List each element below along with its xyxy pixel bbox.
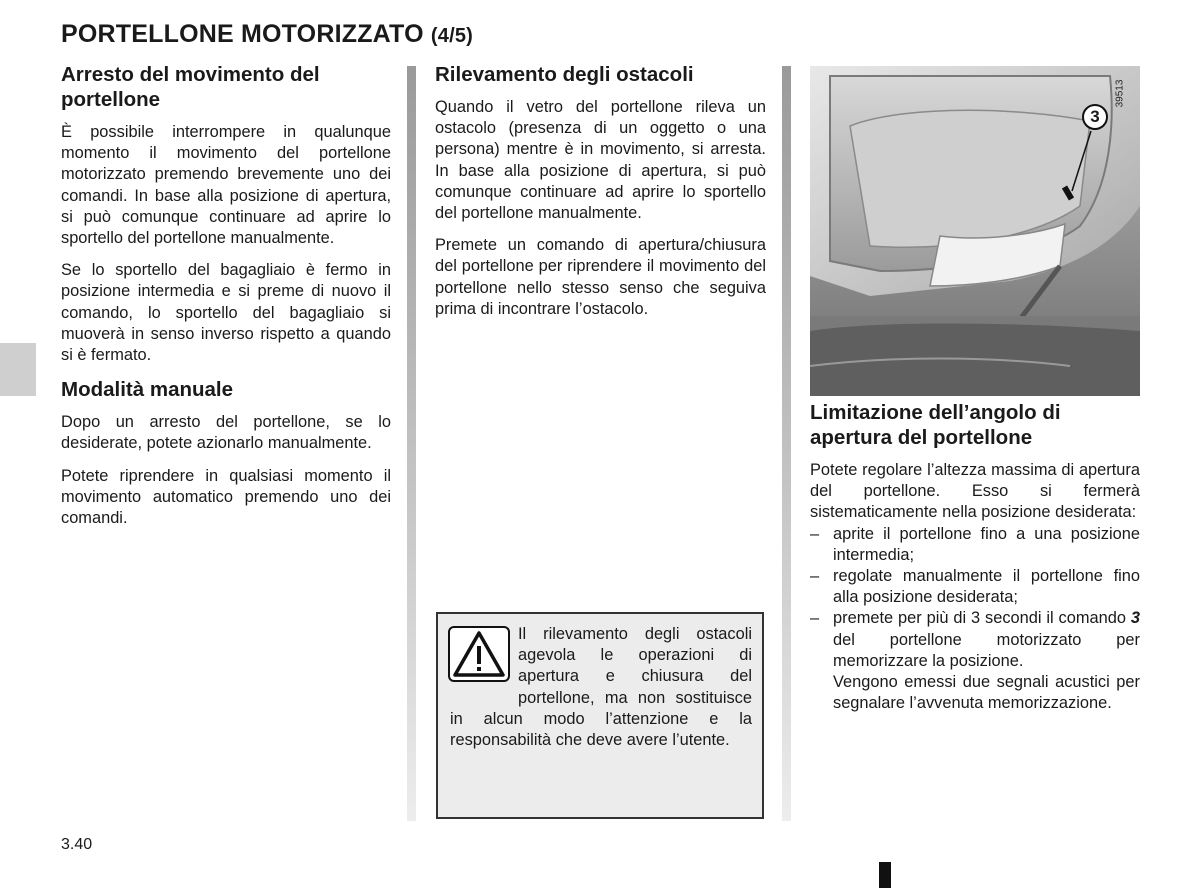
list-dash: – [810, 609, 820, 628]
list-item-text: del portellone motorizzato per memorizzare la posizione. [833, 630, 1140, 670]
list-item [810, 566, 1140, 608]
paragraph: Quando il vetro del portellone rileva un ostacolo (presenza di un oggetto o una persona) mentre è in movimento, si arresta. In base alla posizione di apertura, si può comunque continuare ad aprire lo sportello del portellone manualmente. [435, 98, 766, 223]
column-divider [407, 66, 416, 821]
section-heading-manual: Modalità manuale [61, 378, 234, 402]
page-number: 3.40 [61, 836, 93, 853]
page-title-text: PORTELLONE MOTORIZZATO [61, 20, 424, 48]
step-list [810, 524, 1140, 715]
list-item [810, 608, 1140, 714]
paragraph: Potete regolare l’altezza massima di apertura del portellone. Esso si fermerà sistematicamente nella posizione desiderata: [810, 461, 1140, 522]
column-middle [435, 62, 766, 331]
warning-text-body: Il rilevamento degli ostacoli agevola le operazioni di apertura e chiusura del portellone, ma non sostituisce in alcun modo l’attenzione e la responsabilità che deve avere l’utente. [450, 625, 752, 750]
list-dash: – [810, 524, 820, 543]
paragraph: Dopo un arresto del portellone, se lo desiderate, potete azionarlo manualmente. [61, 413, 391, 453]
section-heading-obstacles: Rilevamento degli ostacoli [435, 63, 694, 86]
page-edge-marker [879, 862, 891, 888]
list-item-text: aprite il portellone fino a una posizione intermedia; [833, 524, 1140, 564]
callout-marker-3 [1082, 104, 1108, 130]
paragraph: Premete un comando di apertura/chiusura del portellone per riprendere il movimento del portellone nello stesso senso che seguiva prima di incontrare l’ostacolo. [435, 236, 766, 318]
figure-code [1114, 70, 1136, 120]
list-item-note: Vengono emessi due segnali acustici per segnalare l’avvenuta memorizzazione. [833, 673, 1140, 713]
page-title [61, 20, 473, 49]
section-heading-angle-limit: Limitazione dell’angolo di apertura del portellone [810, 401, 1061, 449]
figure-code-text: 39513 [1114, 79, 1126, 108]
column-right [810, 400, 1140, 714]
section-heading-stop: Arresto del movimento del portellone [61, 63, 320, 111]
list-item [810, 524, 1140, 566]
tailgate-illustration [810, 66, 1140, 396]
column-divider [782, 66, 791, 821]
column-left [61, 62, 391, 540]
list-dash: – [810, 567, 820, 586]
warning-box [436, 612, 764, 819]
command-reference: 3 [1130, 609, 1140, 628]
chapter-tab [0, 343, 36, 396]
list-item-text: premete per più di 3 secondi il comando [833, 609, 1131, 628]
paragraph: Se lo sportello del bagagliaio è fermo in posizione intermedia e si preme di nuovo il comando, lo sportello del bagagliaio si muoverà in senso inverso rispetto a quando si è fermato. [61, 261, 391, 365]
callout-label: 3 [1090, 107, 1100, 126]
page-part-indicator: (4/5) [430, 25, 474, 47]
paragraph: È possibile interrompere in qualunque momento il movimento del portellone motorizzato premendo brevemente uno dei comandi. In base alla posizione di apertura, si può comunque continuare ad aprire lo sportello del portellone manualmente. [61, 123, 391, 248]
list-item-text: regolate manualmente il portellone fino alla posizione desiderata; [833, 567, 1140, 607]
paragraph: Potete riprendere in qualsiasi momento il movimento automatico premendo uno dei comandi. [61, 466, 391, 528]
warning-text [450, 624, 752, 751]
